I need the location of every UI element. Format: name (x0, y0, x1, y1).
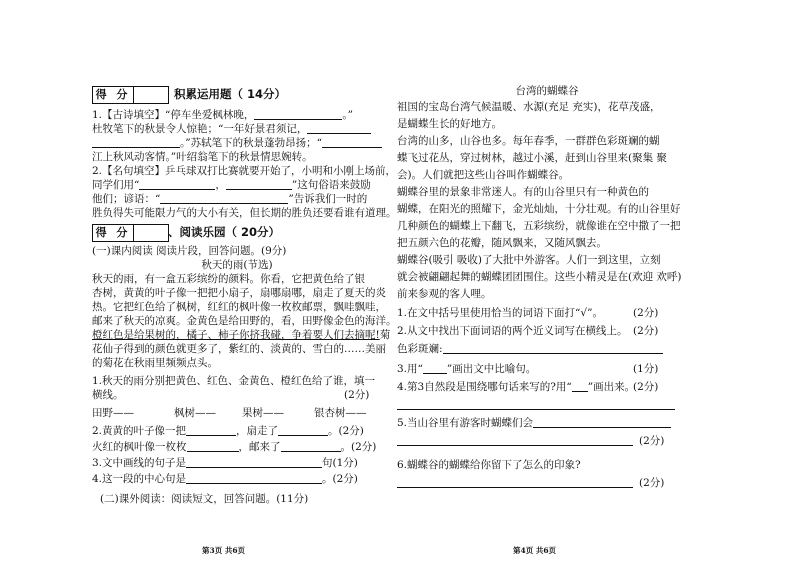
reading-q4 (92, 472, 358, 486)
answer-blank[interactable] (533, 416, 671, 428)
article-q3-score: (1分) (633, 363, 659, 375)
q1-blank-field[interactable]: 田野—— (92, 407, 134, 419)
q2-text: 同学们用“ (92, 179, 140, 191)
q3-score: 句(1分) (322, 457, 358, 469)
answer-blank[interactable] (226, 178, 292, 190)
answer-blank[interactable] (307, 122, 371, 134)
reading-q2-line1 (92, 424, 364, 438)
answer-line[interactable] (397, 408, 675, 410)
q2-score: 。(2分) (340, 441, 377, 453)
answer-blank[interactable] (254, 108, 342, 120)
answer-blank[interactable] (322, 136, 382, 148)
q1-line4: 江上秋风动客情。”叶绍翁笔下的秋景情思婉转。 (92, 151, 313, 163)
q3-text: ”画出文中比喻句。 (446, 363, 537, 375)
q2-text: ”这句俗语来鼓励 (291, 179, 371, 191)
answer-blank[interactable] (139, 178, 215, 190)
part2-intro: (二)课外阅读：阅读短文，回答问题。(11分) (100, 493, 309, 505)
passage-line: 秋天的雨，有一盒五彩缤纷的颜料。你看，它把黄色给了银 (92, 273, 365, 285)
article-line: 把五颜六色的花瓣，随风飘来，又随风飘去。 (397, 237, 607, 249)
answer-line[interactable] (397, 486, 633, 488)
q2-line1: 2.【名句填空】乒乓球双打比赛就要开始了，小明和小刚上场前， (92, 165, 397, 177)
article-line: 蝶飞过花丛，穿过树林，越过小溪，赶到山谷里来(聚集 聚 (397, 152, 667, 164)
section1-title: 积累运用题（ 14分） (174, 87, 287, 101)
q2-line2 (92, 178, 371, 192)
passage-line: 的菊花在秋雨里频频点头。 (92, 357, 218, 369)
article-q6: 6.蝴蝶谷的蝴蝶给你留下了怎么的印象? (397, 459, 581, 471)
q4-score: 。(2分) (322, 473, 358, 485)
article-line: 台湾的山多，山谷也多。每年春季，一群群色彩斑斓的蝴 (397, 135, 660, 147)
q1-line3 (92, 136, 382, 150)
article-line: 祖国的宝岛台湾气候温暖、水源(充足 充实)，花草茂盛， (397, 101, 661, 113)
q4-text: 4.第3自然段是围绕哪句话来写的?用“ (397, 381, 572, 393)
q4-text: 4.这一段的中心句是 (92, 473, 187, 485)
reading-q2-line2 (92, 440, 376, 454)
q4-text: ”画出来。 (587, 381, 636, 393)
article-q5-score: (2分) (639, 435, 665, 447)
part1-intro: (一)课内阅读 阅读片段，回答问题。(9分) (92, 245, 287, 257)
q1-blank-fruit[interactable]: 果树—— (242, 407, 284, 419)
answer-blank[interactable] (281, 440, 341, 452)
answer-blank[interactable] (160, 192, 288, 204)
article-line: 蝴蝶谷里的景象非常迷人。有的山谷里只有一种黄色的 (397, 186, 649, 198)
score-box-section2 (92, 224, 169, 242)
answer-blank[interactable] (186, 424, 236, 436)
q1-blank-maple[interactable]: 枫树—— (174, 407, 216, 419)
article-line: 会)。人们就把这些山谷叫作蝴蝶谷。 (397, 169, 570, 181)
article-q3 (397, 362, 536, 376)
article-q5 (397, 416, 671, 430)
mark-sample (423, 362, 447, 374)
answer-blank[interactable] (92, 136, 180, 148)
q2-text: ”告诉我们一时的 (288, 193, 368, 205)
answer-blank[interactable] (186, 456, 322, 468)
article-q2-word-line (397, 342, 663, 356)
answer-blank[interactable] (187, 440, 239, 452)
answer-blank[interactable] (278, 424, 328, 436)
reading-q1-line2: 横线。 (92, 389, 124, 401)
article-line: 蝴蝶谷(吸引 吸收)了大批中外游客。人们一到这里，立刻 (397, 254, 661, 266)
passage-title: 秋天的雨(节选) (201, 259, 273, 271)
page-footer-right: 第4页 共6页 (513, 546, 557, 555)
passage-line: 杏树，黄黄的叶子像一把把小扇子，扇哪扇哪，扇走了夏天的炎 (92, 287, 386, 299)
q3-text: 3.用“ (397, 363, 423, 375)
underlined-sentence: 橙红色是给果树的，橘子、柿子你挤我碰，争着要人们去摘呢! (92, 329, 380, 341)
reading-q3 (92, 456, 358, 470)
q2-text: ，邮来了 (238, 441, 281, 453)
reading-q1-score: (2分) (344, 389, 370, 401)
q1-blank-ginkgo[interactable]: 银杏树—— (314, 407, 367, 419)
q3-text: 3.文中画线的句子是 (92, 457, 187, 469)
score-value-box[interactable] (134, 225, 168, 241)
page-footer-left: 第3页 共6页 (202, 546, 246, 555)
article-line: 前来参观的客人哩。 (397, 288, 492, 300)
article-q1-score: (2分) (633, 307, 659, 319)
passage-line: 花仙子得到的颜色就更多了，紫红的、淡黄的、雪白的……美丽 (92, 343, 386, 355)
q2-text: 火红的枫叶像一枚枚 (92, 441, 187, 453)
q1-text: 。”苏轼笔下的秋景蓬勃昂扬；“ (180, 137, 322, 149)
q5-text: 5.当山谷里有游客时蝴蝶们会 (397, 417, 534, 429)
q2-text: 2.黄黄的叶子像一把 (92, 425, 187, 437)
answer-blank[interactable] (186, 472, 322, 484)
q1-text: 杜牧笔下的秋景令人惊艳；“一年好景君须记， (92, 123, 308, 135)
answer-line[interactable] (397, 444, 633, 446)
passage-line: 邮来了秋天的凉爽。金黄色是给田野的，看，田野像金色的海洋。 (92, 315, 397, 327)
article-line: 就会被翩翩起舞的蝴蝶团团围住。这些小精灵是在(欢迎 欢呼) (397, 271, 682, 283)
article-q1: 1.在文中括号里使用恰当的词语下面打“√”。 (397, 307, 603, 319)
score-box-section1 (92, 86, 169, 104)
score-label: 得 分 (93, 87, 134, 103)
q2-word: 色彩斑斓: (397, 343, 443, 355)
q2-line4: 胜负得失可能限力气的大小有关，但长期的胜负还要看谁有道理。 (92, 207, 397, 219)
article-q6-score: (2分) (639, 477, 665, 489)
q1-text: 1.【古诗填空】“停车坐爱枫林晚， (92, 109, 255, 121)
article-line: 是蝴蝶生长的好地方。 (397, 118, 502, 130)
score-value-box[interactable] (134, 87, 168, 103)
passage-text: 菊 (379, 329, 391, 341)
q2-score: 。(2分) (328, 425, 364, 437)
article-title: 台湾的蝴蝶谷 (515, 85, 579, 97)
q1-line1 (92, 108, 353, 122)
article-q2-score: (2分) (633, 325, 659, 337)
q2-text: ，扇走了 (236, 425, 279, 437)
q1-line2 (92, 122, 371, 136)
article-q2: 2.从文中找出下面词语的两个近义词写在横线上。 (397, 325, 628, 337)
answer-blank[interactable] (443, 342, 663, 354)
passage-line-underlined (92, 328, 390, 342)
mark-sample (572, 380, 588, 392)
section2-title: 、阅读乐园（ 20分） (168, 225, 281, 239)
article-line: 蝴蝶，在阳光的照耀下，金光灿灿，十分壮观。有的山谷里好 (397, 203, 681, 215)
article-q4 (397, 380, 635, 394)
q1-text-end: 。” (342, 109, 354, 121)
q2-line3 (92, 192, 367, 206)
score-label: 得 分 (93, 225, 134, 241)
q2-text: ， (215, 179, 226, 191)
reading-q1-line1: 1.秋天的雨分别把黄色、红色、金黄色、橙红色给了谁，填一 (92, 375, 376, 387)
q2-text: 他们；谚语：“ (92, 193, 161, 205)
article-line: 几种颜色的蝴蝶上下翻飞，五彩缤纷，就像谁在空中撒了一把 (397, 220, 681, 232)
article-q4-score: (2分) (633, 381, 659, 393)
passage-line: 热。它把红色给了枫树，红红的枫叶像一枚枚邮票，飘哇飘哇， (92, 301, 386, 313)
